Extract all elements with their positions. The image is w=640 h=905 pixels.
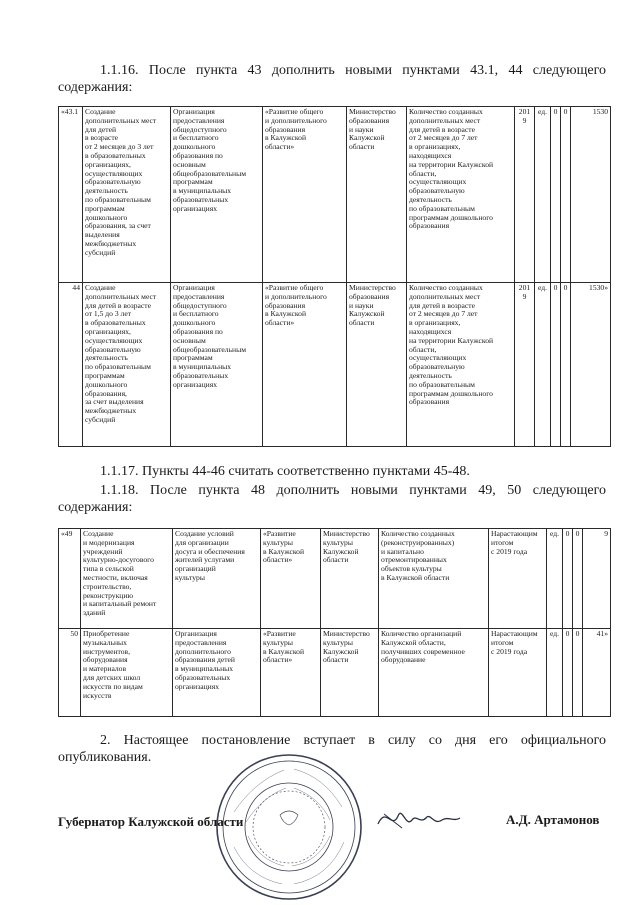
year-cell: 2019 [515, 107, 535, 283]
table-row [59, 529, 611, 629]
task-cell: Приобретение музыкальных инструментов, оборудования и материалов для детских школ искусств по видам искусств [83, 629, 143, 700]
governor-name: А.Д. Артамонов [506, 812, 600, 827]
unit-cell: ед. [535, 107, 551, 283]
task-cell: Создание и модернизация учреждений культурно-досугового типа в сельской местности, включая строительство, реконструкцию и капитальный ремонт зданий [83, 529, 157, 618]
indicator-cell: Количество созданных (реконструированных) и капитально отремонтированных объектов культуры в Калужской области [381, 529, 455, 582]
value-cell: 41» [583, 629, 611, 717]
executor-cell: Министерство культуры Калужской области [323, 629, 370, 665]
value-cell: 0 [573, 629, 583, 717]
indicator-cell: Количество созданных дополнительных мест для детей в возрасте от 2 месяцев до 7 лет в организациях, находящихся на территории Калужской области, осуществляющих образовательную деятельность по образовательным программам дошкольного образования [409, 107, 494, 231]
value-cell: 0 [561, 107, 571, 283]
table-1 [58, 106, 611, 447]
value-cell: 0 [563, 529, 573, 629]
period-cell: Нарастающим итогом с 2019 года [491, 629, 538, 656]
program-cell: «Развитие общего и дополнительного образования в Калужской области» [265, 107, 327, 152]
measure-cell: Организация предоставления общедоступного и бесплатного дошкольного образования по основным общеобразовательным программам в муниципальных образовательных организациях [173, 107, 247, 213]
value-cell: 9 [583, 529, 611, 629]
indicator-cell: Количество созданных дополнительных мест для детей в возрасте от 2 месяцев до 7 лет в организациях, находящихся на территории Калужской области, осуществляющих образовательную деятельность по образовательным программам дошкольного образования [409, 283, 494, 407]
paragraph-2: 2. Настоящее постановление вступает в силу со дня его официального опубликования. [58, 733, 606, 765]
row-number: «49 [59, 529, 81, 629]
row-number: 50 [59, 629, 81, 717]
program-cell: «Развитие культуры в Калужской области» [263, 629, 305, 665]
executor-cell: Министерство образования и науки Калужской области [349, 283, 396, 328]
executor-cell: Министерство культуры Калужской области [323, 529, 370, 565]
value-cell: 1530 [571, 107, 611, 283]
table-row [59, 629, 611, 717]
period-cell: Нарастающим итогом с 2019 года [491, 529, 538, 556]
signature-image [372, 798, 462, 838]
table-row [59, 107, 611, 283]
measure-cell: Организация предоставления общедоступного и бесплатного дошкольного образования по основным общеобразовательным программам в муниципальных образовательных организациях [173, 283, 247, 389]
value-cell: 0 [563, 629, 573, 717]
value-cell: 0 [561, 283, 571, 447]
measure-cell: Организация предоставления дополнительного образования детей в муниципальных образовательных организациях [175, 629, 235, 691]
governor-title: Губернатор Калужской области [58, 814, 244, 829]
value-cell: 1530» [571, 283, 611, 447]
task-cell: Создание дополнительных мест для детей в возрасте от 1,5 до 3 лет в образовательных организациях, осуществляющих образовательную деятельность по образовательным программам дошкольного образования, за счет выделения межбюджетных субсидий [85, 283, 157, 424]
unit-cell: ед. [535, 283, 551, 447]
value-cell: 0 [551, 283, 561, 447]
program-cell: «Развитие культуры в Калужской области» [263, 529, 305, 565]
paragraph-1-1-18: 1.1.18. После пункта 48 дополнить новыми пунктами 49, 50 следующего содержания: [58, 483, 606, 515]
year-cell: 2019 [515, 283, 535, 447]
paragraph-1-1-16: 1.1.16. После пункта 43 дополнить новыми пунктами 43.1, 44 следующего содержания: [58, 63, 606, 95]
paragraph-1-1-17: 1.1.17. Пункты 44-46 считать соответственно пунктами 45-48. [100, 464, 470, 479]
value-cell: 0 [573, 529, 583, 629]
row-number: 44 [59, 283, 83, 447]
unit-cell: ед. [547, 629, 563, 717]
table-2 [58, 528, 611, 717]
unit-cell: ед. [547, 529, 563, 629]
table-row [59, 283, 611, 447]
executor-cell: Министерство образования и науки Калужской области [349, 107, 396, 152]
indicator-cell: Количество организаций Калужской области, получивших современное оборудование [381, 629, 465, 665]
program-cell: «Развитие общего и дополнительного образования в Калужской области» [265, 283, 327, 328]
row-number: «43.1 [59, 107, 83, 283]
task-cell: Создание дополнительных мест для детей в возрасте от 2 месяцев до 3 лет в образовательных организациях, осуществляющих образовательную деятельность по образовательным программам дошкольного образования, за счет выделения межбюджетных субсидий [85, 107, 157, 257]
value-cell: 0 [551, 107, 561, 283]
measure-cell: Создание условий для организации досуга и обеспечения жителей услугами организаций культуры [175, 529, 245, 582]
